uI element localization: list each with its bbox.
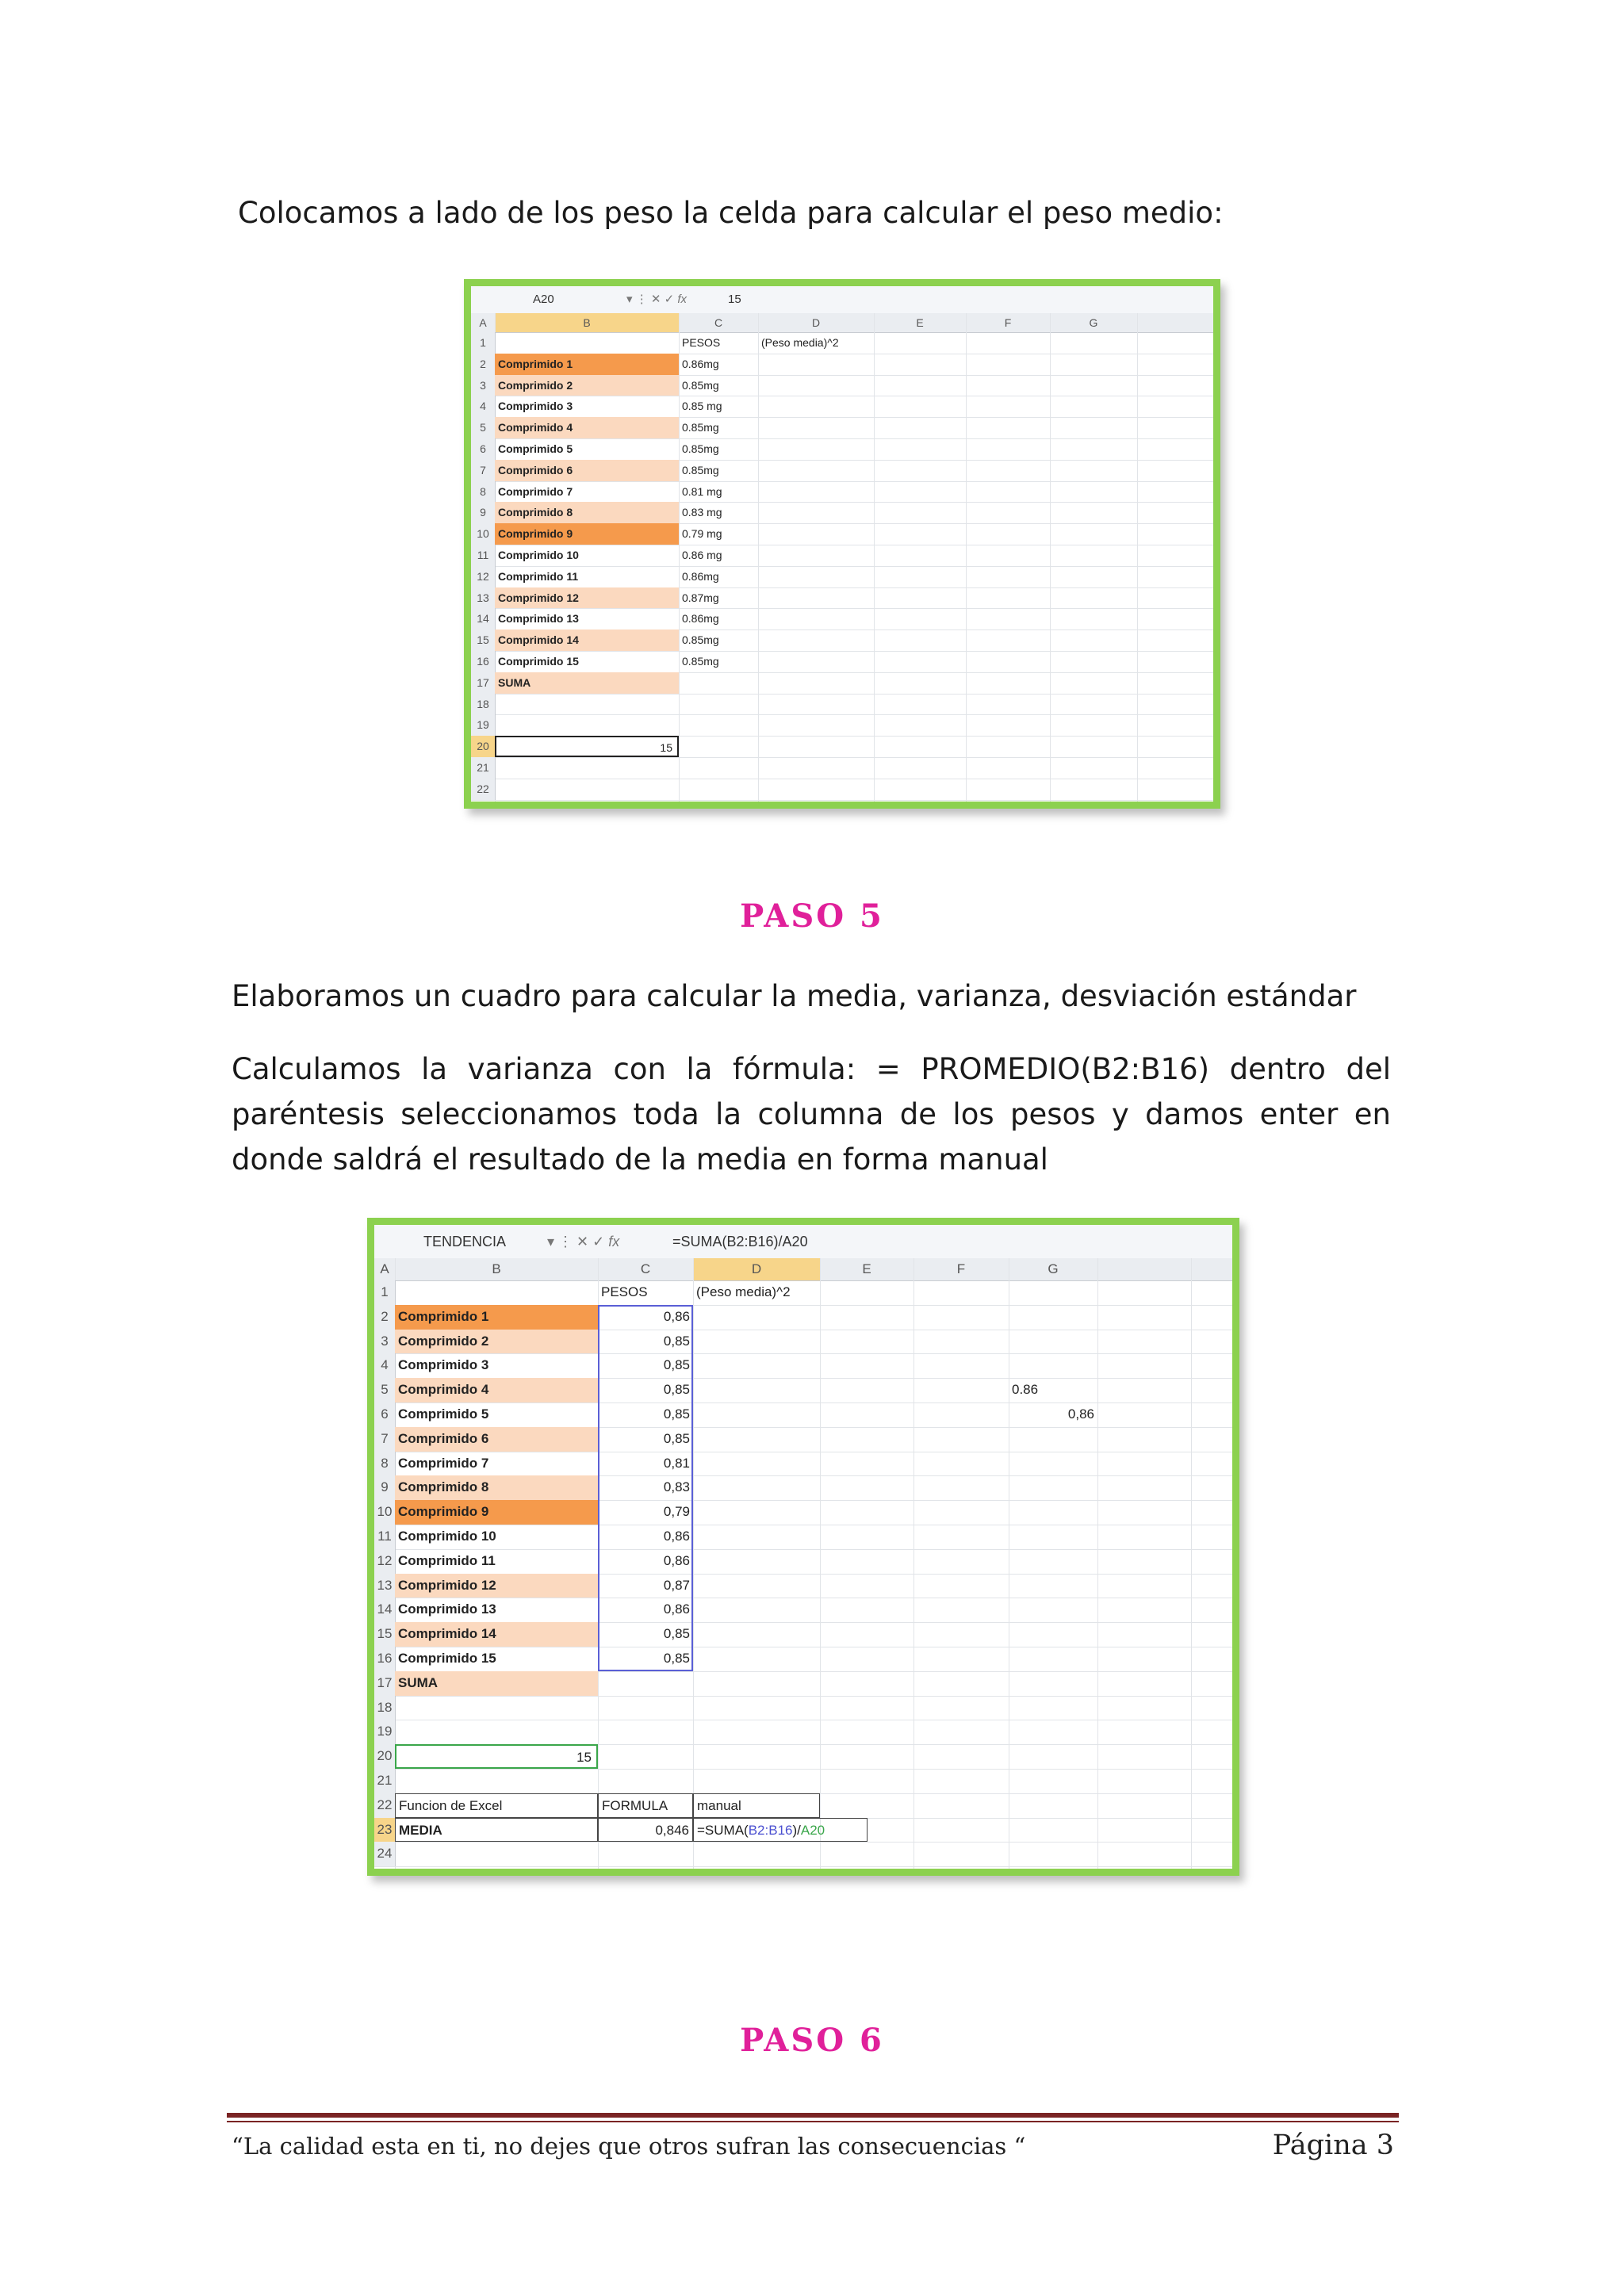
row-number: 4 — [471, 396, 496, 417]
cell-a: Comprimido 14 — [395, 1622, 598, 1647]
cell-b: FORMULA — [598, 1793, 693, 1818]
sheet-grid — [374, 1258, 1232, 1869]
column-header-e: E — [916, 316, 924, 329]
sheet-row — [374, 1842, 1232, 1867]
spreadsheet-screenshot-1 — [464, 279, 1220, 809]
sheet-row — [374, 1696, 1232, 1721]
cell-f6: 0,86 — [1067, 1406, 1094, 1422]
sheet-row — [471, 566, 1213, 588]
cell-c: (Peso media)^2 — [761, 336, 839, 349]
sheet-row — [374, 1402, 1232, 1428]
row-number: 23 — [374, 1818, 396, 1843]
row-number: 1 — [374, 1280, 396, 1305]
sheet-row — [374, 1818, 1232, 1843]
sheet-row — [471, 694, 1213, 716]
cell-a: Comprimido 10 — [498, 549, 579, 561]
sheet-row — [374, 1574, 1232, 1599]
cell-c: manual — [693, 1793, 820, 1818]
cell-a: Comprimido 11 — [398, 1552, 496, 1568]
row-number: 15 — [374, 1622, 396, 1647]
row-number: 13 — [374, 1574, 396, 1598]
row-number: 9 — [471, 502, 496, 523]
row-number: 3 — [471, 375, 496, 396]
cell-a: Comprimido 5 — [498, 442, 573, 455]
sheet-row — [374, 1452, 1232, 1477]
cell-a: Comprimido 15 — [398, 1651, 496, 1666]
sheet-grid — [471, 313, 1213, 802]
cell-a: Funcion de Excel — [395, 1793, 598, 1818]
cell-a: SUMA — [395, 1671, 598, 1696]
cell-c: (Peso media)^2 — [696, 1284, 791, 1299]
cell-a: Comprimido 14 — [495, 629, 679, 651]
cell-b: 0,85 — [663, 1430, 690, 1446]
cell-a: Comprimido 7 — [498, 484, 573, 498]
cell-a: MEDIA — [395, 1818, 598, 1843]
cell-b: 0.85mg — [682, 463, 719, 476]
cell-a: Comprimido 13 — [398, 1601, 496, 1617]
cell-b — [679, 672, 758, 694]
row-number: 2 — [471, 354, 496, 375]
cell-b: 0.85mg — [682, 633, 719, 647]
column-header-d: D — [693, 1258, 820, 1280]
cell-a: Comprimido 7 — [398, 1455, 489, 1471]
sheet-row — [374, 1622, 1232, 1647]
column-header-g: G — [1089, 316, 1098, 329]
row-number: 14 — [374, 1598, 396, 1622]
sheet-row — [374, 1671, 1232, 1697]
cell-b: 0,846 — [598, 1818, 693, 1843]
formula-icons: ▾ ⋮ ✕ ✓ fx — [547, 1234, 620, 1249]
column-header-f: F — [1004, 316, 1012, 329]
cell-a — [495, 332, 679, 354]
row-number: 11 — [471, 545, 496, 566]
cell-a: Comprimido 10 — [398, 1529, 496, 1544]
cell-a: SUMA — [495, 672, 679, 694]
column-header-a: A — [380, 1261, 389, 1276]
sheet-row — [471, 523, 1213, 545]
cell-a: Comprimido 6 — [495, 460, 679, 481]
row-number: 21 — [374, 1769, 396, 1793]
name-box: A20 — [533, 293, 554, 306]
column-header-g: G — [1048, 1261, 1059, 1276]
sheet-row — [471, 714, 1213, 737]
row-number: 20 — [374, 1744, 396, 1769]
sheet-row — [374, 1744, 1232, 1770]
formula-prefix: =SUMA( — [697, 1822, 749, 1838]
cell-b: 0.85mg — [682, 378, 719, 392]
sheet-row — [374, 1500, 1232, 1525]
sheet-row — [471, 417, 1213, 439]
column-header-b: B — [492, 1261, 501, 1276]
cell-a — [395, 1280, 598, 1305]
sheet-row — [471, 396, 1213, 418]
cell-b: 0.79 mg — [682, 527, 722, 541]
sheet-row — [471, 481, 1213, 503]
sheet-row — [471, 332, 1213, 354]
row-number: 7 — [471, 460, 496, 481]
sheet-row — [374, 1525, 1232, 1550]
sheet-row — [374, 1280, 1232, 1306]
cell-a: Comprimido 5 — [398, 1406, 489, 1422]
formula-range: B2:B16 — [748, 1822, 793, 1838]
cell-f — [1097, 1378, 1191, 1402]
sheet-row — [471, 587, 1213, 610]
footer-rule-thin — [227, 2121, 1399, 2122]
sheet-row — [374, 1305, 1232, 1330]
row-number: 18 — [374, 1696, 396, 1720]
cell-b: 0,85 — [663, 1333, 690, 1349]
sheet-row — [374, 1475, 1232, 1501]
sheet-row — [471, 460, 1213, 482]
cell-a: Comprimido 9 — [495, 523, 679, 545]
sheet-row — [471, 608, 1213, 630]
sheet-row — [471, 651, 1213, 673]
column-header-e: E — [862, 1261, 871, 1276]
cell-b — [598, 1671, 693, 1696]
row-number: 2 — [374, 1305, 396, 1330]
sheet-row — [374, 1549, 1232, 1575]
row-number: 11 — [374, 1525, 396, 1549]
cell-b: PESOS — [601, 1284, 648, 1299]
intro-paragraph: Colocamos a lado de los peso la celda para calcular el peso medio: — [238, 196, 1224, 230]
cell-a: Comprimido 12 — [495, 587, 679, 609]
sheet-row — [374, 1769, 1232, 1794]
cell-a: Comprimido 11 — [498, 569, 579, 583]
cell-b: 0.83 mg — [682, 506, 722, 519]
column-header-c: C — [640, 1261, 651, 1276]
cell-b: 0,85 — [663, 1357, 690, 1373]
cell-a: 15 — [395, 1744, 598, 1769]
sheet-row — [374, 1720, 1232, 1745]
sheet-row — [471, 438, 1213, 461]
footer-quote: “La calidad esta en ti, no dejes que otros sufran las consecuencias “ — [232, 2133, 1026, 2160]
step-description: Elaboramos un cuadro para calcular la media, varianza, desviación estándar — [232, 979, 1357, 1013]
row-number: 13 — [471, 587, 496, 609]
cell-a: Comprimido 3 — [398, 1357, 489, 1373]
sheet-row — [374, 1793, 1232, 1819]
cell-b: 0,85 — [663, 1626, 690, 1642]
cell-b: 0,86 — [663, 1529, 690, 1544]
cell-b: 0.87mg — [682, 591, 719, 604]
row-number: 22 — [471, 779, 496, 800]
variance-paragraph: Calculamos la varianza con la fórmula: = PROMEDIO(B2:B16) dentro del paréntesis seleccionamos toda la columna de los pesos y damos enter en donde saldrá el resultado de la media en forma manual — [232, 1052, 1391, 1177]
cell-b: 0.81 mg — [682, 484, 722, 498]
row-number: 6 — [374, 1402, 396, 1427]
sheet-row — [471, 502, 1213, 524]
gridline — [1216, 313, 1217, 802]
row-number: 16 — [374, 1647, 396, 1671]
cell-c-formula — [693, 1818, 868, 1843]
row-number: 12 — [374, 1549, 396, 1574]
column-header — [471, 313, 1213, 333]
cell-a: Comprimido 1 — [395, 1305, 598, 1330]
cell-a: Comprimido 1 — [495, 354, 679, 375]
cell-a: Comprimido 15 — [498, 655, 579, 668]
column-header-f: F — [956, 1261, 966, 1276]
row-number: 16 — [471, 651, 496, 672]
column-header-b: B — [495, 313, 679, 332]
formula-value: 15 — [728, 293, 741, 306]
formula-mid: )/ — [792, 1822, 801, 1838]
cell-b: 0,86 — [663, 1601, 690, 1617]
page-number: Página 3 — [1272, 2130, 1394, 2161]
cell-b: 0,85 — [663, 1651, 690, 1666]
cell-b: PESOS — [682, 336, 721, 349]
cell-b: 0.85 mg — [682, 400, 722, 413]
cell-b: 0.86mg — [682, 569, 719, 583]
column-header-d: D — [811, 316, 821, 329]
cell-b: 0.86mg — [682, 612, 719, 626]
cell-a: Comprimido 8 — [495, 502, 679, 523]
cell-a: Comprimido 4 — [495, 417, 679, 438]
formula-bar — [374, 1225, 1232, 1259]
cell-a: Comprimido 13 — [498, 612, 579, 626]
cell-b: 0,85 — [663, 1406, 690, 1422]
row-number: 1 — [471, 332, 496, 354]
row-number: 5 — [374, 1378, 396, 1402]
name-box: TENDENCIA — [423, 1234, 507, 1249]
cell-b: 0.85mg — [682, 421, 719, 434]
cell-b: 0.85mg — [682, 442, 719, 455]
sheet-row — [471, 545, 1213, 567]
column-header-c: C — [714, 316, 723, 329]
step-heading: PASO 6 — [740, 2022, 884, 2059]
cell-b: 0.86 mg — [682, 549, 722, 561]
row-number: 3 — [374, 1330, 396, 1354]
formula-ref: A20 — [800, 1822, 825, 1838]
row-number: 18 — [471, 694, 496, 715]
cell-a: Comprimido 2 — [395, 1330, 598, 1354]
cell-a: Comprimido 9 — [395, 1500, 598, 1525]
sheet-row — [374, 1353, 1232, 1379]
spreadsheet-screenshot-2 — [367, 1218, 1239, 1876]
sheet-row — [471, 375, 1213, 397]
cell-b: 0.86mg — [682, 357, 719, 370]
formula-value: =SUMA(B2:B16)/A20 — [672, 1234, 808, 1249]
sheet-row — [471, 354, 1213, 376]
row-number: 10 — [471, 523, 496, 545]
row-number: 21 — [471, 757, 496, 779]
row-number: 24 — [374, 1842, 396, 1866]
cell-b: 0,81 — [663, 1455, 690, 1471]
row-number: 7 — [374, 1427, 396, 1452]
sheet-row — [471, 672, 1213, 695]
column-header-a: A — [479, 316, 487, 329]
cell-a: Comprimido 8 — [395, 1475, 598, 1500]
step-heading: PASO 5 — [740, 897, 884, 935]
sheet-row — [471, 779, 1213, 801]
row-number: 9 — [374, 1475, 396, 1500]
formula-bar — [471, 286, 1213, 314]
column-header — [374, 1258, 1232, 1281]
row-number: 6 — [471, 438, 496, 460]
row-number: 15 — [471, 629, 496, 651]
row-number: 19 — [374, 1720, 396, 1744]
cell-b: 0,83 — [663, 1479, 690, 1495]
row-number: 22 — [374, 1793, 396, 1818]
row-number: 8 — [374, 1452, 396, 1476]
row-number: 10 — [374, 1500, 396, 1525]
cell-b: 0,79 — [663, 1504, 690, 1520]
cell-a: 15 — [495, 736, 679, 757]
row-number: 14 — [471, 608, 496, 629]
cell-b: 0,86 — [663, 1308, 690, 1324]
cell-a: Comprimido 6 — [395, 1427, 598, 1452]
cell-b: 0.85mg — [682, 655, 719, 668]
row-number: 4 — [374, 1353, 396, 1378]
cell-a: Comprimido 4 — [395, 1378, 598, 1402]
cell-b: 0,86 — [663, 1552, 690, 1568]
row-number: 17 — [471, 672, 496, 694]
cell-f5: 0.86 — [1012, 1382, 1039, 1398]
sheet-row — [374, 1427, 1232, 1452]
footer-rule — [227, 2113, 1399, 2118]
row-number: 8 — [471, 481, 496, 503]
row-number: 5 — [471, 417, 496, 438]
row-number: 20 — [471, 736, 496, 757]
sheet-row — [471, 629, 1213, 652]
sheet-row — [471, 736, 1213, 758]
cell-a: Comprimido 2 — [495, 375, 679, 396]
row-number: 17 — [374, 1671, 396, 1696]
sheet-row — [374, 1378, 1232, 1403]
cell-a: Comprimido 12 — [395, 1574, 598, 1598]
sheet-row — [374, 1330, 1232, 1355]
sheet-row — [471, 757, 1213, 779]
range-highlight — [598, 1305, 693, 1671]
sheet-row — [374, 1647, 1232, 1672]
row-number: 12 — [471, 566, 496, 587]
cell-b: 0,87 — [663, 1577, 690, 1593]
cell-b: 0,85 — [663, 1382, 690, 1398]
cell-a: Comprimido 3 — [498, 400, 573, 413]
row-number: 19 — [471, 714, 496, 736]
formula-icons: ▾ ⋮ ✕ ✓ fx — [626, 293, 688, 306]
sheet-row — [374, 1598, 1232, 1623]
